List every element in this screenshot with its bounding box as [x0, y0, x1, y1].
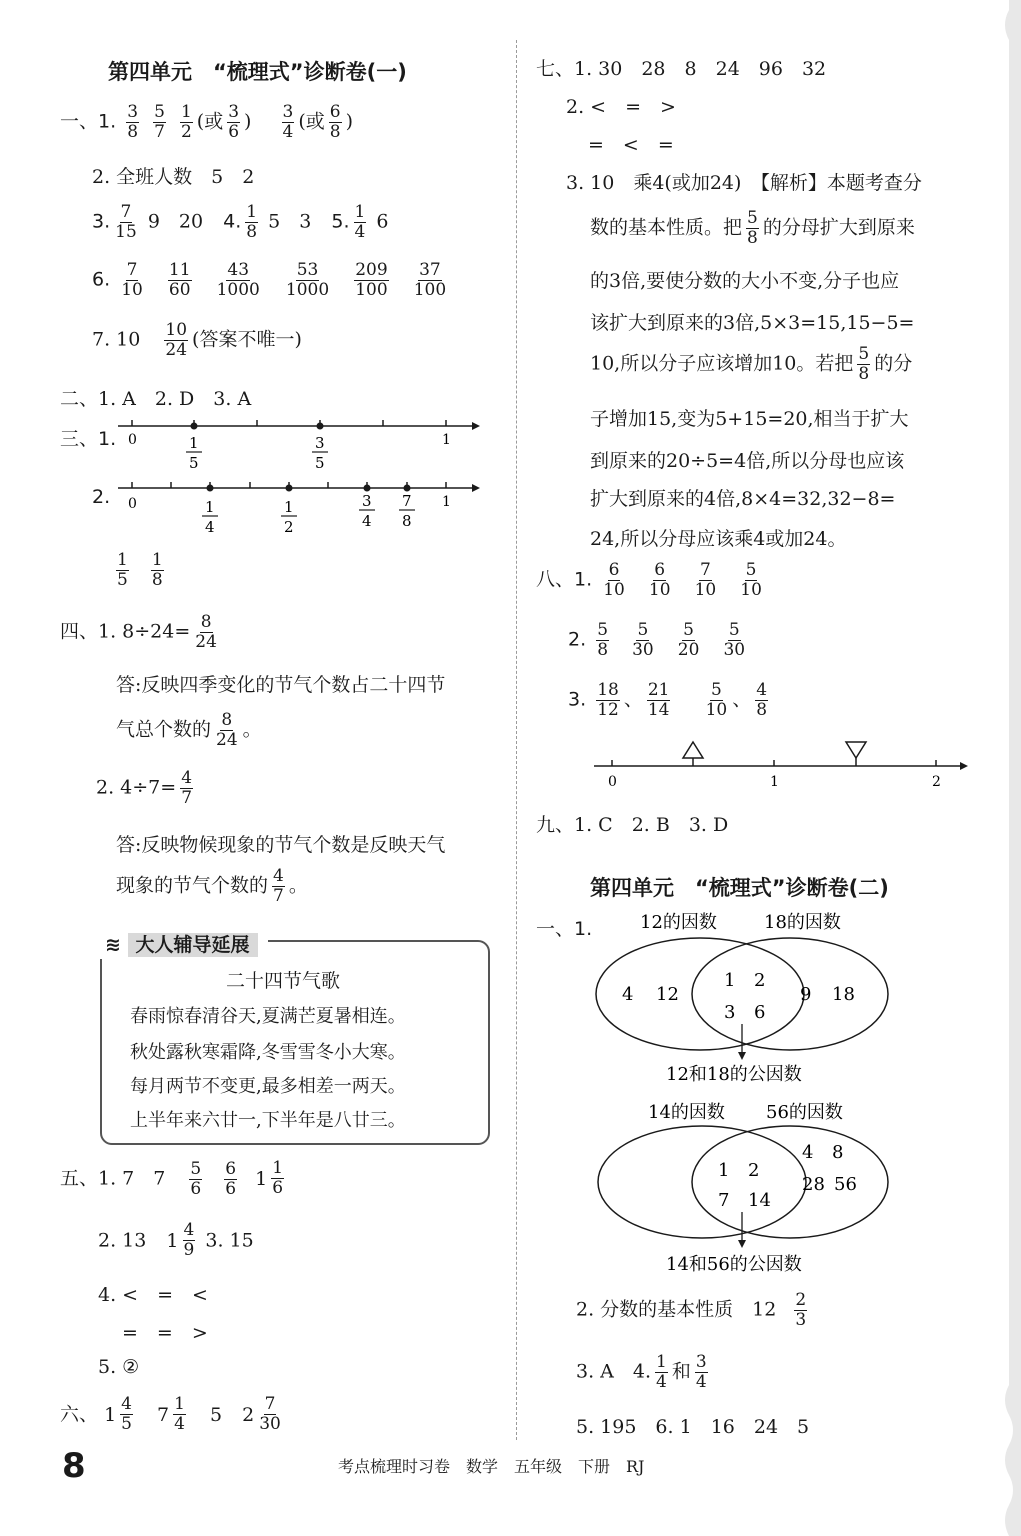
- svg-text:1: 1: [718, 1160, 730, 1181]
- answer-s7-3-line: 10,所以分子应该增加10。若把 $\frac{5}{8}$ 的分: [590, 344, 913, 384]
- poem-title: 二十四节气歌: [226, 970, 341, 992]
- answer-s7-1: 七、1. 30 28 8 24 96 32: [536, 58, 827, 80]
- svg-text:3: 3: [315, 434, 325, 452]
- answer-s5-1: 五、1. 7 7 $\frac{5}{6}$ $\frac{6}{6}$ 1 $\frac{1}{6}$: [60, 1158, 284, 1199]
- point-marker: [364, 485, 371, 492]
- svg-text:14和56的公因数: 14和56的公因数: [666, 1254, 802, 1275]
- svg-text:2: 2: [754, 970, 766, 991]
- answer-sA-3-4: 3. A 4. $\frac{1}{4}$ 和 $\frac{3}{4}$: [576, 1352, 707, 1392]
- page-edge-decoration: [999, 0, 1021, 1536]
- svg-text:1: 1: [724, 970, 736, 991]
- answer-s9: 九、1. C 2. B 3. D: [536, 814, 729, 836]
- answer-s5-4b: = = >: [122, 1322, 208, 1344]
- svg-text:28: 28: [802, 1174, 825, 1195]
- point-marker: [191, 423, 198, 430]
- svg-text:12和18的公因数: 12和18的公因数: [666, 1064, 802, 1085]
- svg-text:1: 1: [205, 498, 215, 516]
- svg-text:3: 3: [362, 492, 372, 510]
- svg-text:56的因数: 56的因数: [766, 1102, 843, 1123]
- svg-text:9: 9: [800, 984, 812, 1005]
- svg-text:0: 0: [128, 432, 137, 448]
- svg-text:4: 4: [205, 518, 215, 536]
- answer-s7-3-line: 24,所以分母应该乘4或加24。: [590, 528, 847, 550]
- answer-s7-3-head: 3. 10 乘4(或加24) 【解析】本题考查分: [566, 172, 922, 194]
- svg-text:18: 18: [832, 984, 855, 1005]
- point-marker: [404, 485, 411, 492]
- number-line-1: [110, 414, 480, 478]
- answer-s7-3-line: 扩大到原来的4倍,8×4=32,32−8=: [590, 488, 896, 510]
- answer-s7-3-line: 的3倍,要使分数的大小不变,分子也应: [590, 270, 900, 292]
- answer-sA-2: 2. 分数的基本性质 12 $\frac{2}{3}$: [576, 1290, 807, 1330]
- svg-text:1: 1: [189, 434, 199, 452]
- answer-s4-1: 四、1. 8÷24= $\frac{8}{24}$: [60, 612, 217, 652]
- footer-text: 考点梳理时习卷 数学 五年级 下册 RJ: [338, 1457, 645, 1476]
- answer-s7-3-line: 数的基本性质。把 $\frac{5}{8}$ 的分母扩大到原来: [590, 208, 915, 248]
- section-title-2: 第四单元 “梳理式”诊断卷(二): [590, 876, 889, 900]
- answer-s4-1-text-a: 答:反映四季变化的节气个数占二十四节: [116, 674, 446, 696]
- page-number: 8: [62, 1446, 86, 1486]
- answer-s3-1-label: 三、1.: [60, 428, 117, 450]
- answer-s5-2: 2. 13 1 $\frac{4}{9}$ 3. 15: [98, 1220, 254, 1260]
- svg-text:0: 0: [128, 496, 137, 512]
- svg-text:18的因数: 18的因数: [764, 912, 841, 933]
- svg-text:12: 12: [656, 984, 679, 1005]
- poem-line: 每月两节不变更,最多相差一两天。: [130, 1076, 406, 1097]
- answer-s8-2: 2. $\frac{5}{8}$ $\frac{5}{30}$ $\frac{5}{20}$ $\frac{5}{30}$: [568, 620, 746, 660]
- answer-s2: 二、1. A 2. D 3. A: [60, 388, 252, 410]
- answer-s1-7: 7. 10 $\frac{10}{24}$ (答案不唯一): [92, 320, 302, 360]
- answer-s5-5: 5. ②: [98, 1356, 140, 1378]
- answer-s5-4a: 4. < = <: [98, 1284, 208, 1306]
- svg-text:1: 1: [442, 494, 451, 510]
- svg-text:4: 4: [802, 1142, 814, 1163]
- fraction: $\frac{1}{2}$: [180, 102, 192, 142]
- svg-text:5: 5: [315, 454, 325, 472]
- answer-sA-5-6: 5. 195 6. 1 16 24 5: [576, 1416, 810, 1438]
- answer-s7-3-line: 该扩大到原来的3倍,5×3=15,15−5=: [590, 312, 915, 334]
- svg-text:3: 3: [724, 1002, 736, 1023]
- answer-s4-2: 2. 4÷7= $\frac{4}{7}$: [96, 768, 193, 808]
- svg-text:8: 8: [402, 512, 412, 530]
- svg-text:4: 4: [622, 984, 634, 1005]
- answer-s3-2-values: $\frac{1}{5}$ $\frac{1}{8}$: [117, 550, 163, 590]
- answer-s4-1-text-b: 气总个数的 $\frac{8}{24}$ 。: [116, 710, 262, 750]
- svg-text:7: 7: [718, 1190, 730, 1211]
- venn-diagram-1: [590, 906, 900, 1092]
- answer-s1-1: 一、1. $\frac{3}{8}$ $\frac{5}{7}$ $\frac{1}{2}$ (或 $\frac{3}{6}$ ) $\frac{3}{4}$ (或 $\frac{6}{8}$ ): [60, 102, 354, 142]
- svg-text:56: 56: [834, 1174, 857, 1195]
- answer-s7-3-line: 子增加15,变为5+15=20,相当于扩大: [590, 408, 909, 430]
- answer-s3-2-label: 2.: [92, 486, 111, 508]
- number-line-3: [590, 738, 970, 794]
- answer-s4-2-text-b: 现象的节气个数的 $\frac{4}{7}$ 。: [116, 866, 308, 906]
- svg-text:2: 2: [748, 1160, 760, 1181]
- svg-text:1: 1: [284, 498, 294, 516]
- svg-text:7: 7: [402, 492, 412, 510]
- number-line-2: [110, 476, 480, 542]
- svg-text:14: 14: [748, 1190, 771, 1211]
- svg-text:14的因数: 14的因数: [648, 1102, 725, 1123]
- svg-text:1: 1: [442, 432, 451, 448]
- svg-text:2: 2: [932, 774, 941, 790]
- answer-s1-6: 6. $\frac{7}{10}$ $\frac{11}{60}$ $\frac{43}{1000}$ $\frac{53}{1000}$ $\frac{209}{100}$ $\frac{37}{100}$: [92, 260, 447, 300]
- extension-box-tab: ≋ 大人辅导延展: [95, 928, 268, 959]
- svg-text:6: 6: [754, 1002, 766, 1023]
- section-title-1: 第四单元 “梳理式”诊断卷(一): [108, 60, 407, 84]
- triangle-up-marker: [683, 742, 703, 758]
- fraction: $\frac{3}{8}$: [127, 102, 139, 142]
- poem-line: 上半年来六廿一,下半年是八廿三。: [130, 1110, 406, 1131]
- svg-text:2: 2: [284, 518, 294, 536]
- answer-s8-1: 八、1. $\frac{6}{10}$ $\frac{6}{10}$ $\frac{7}{10}$ $\frac{5}{10}$: [536, 560, 762, 600]
- svg-text:5: 5: [189, 454, 199, 472]
- triangle-down-marker: [846, 742, 866, 758]
- venn-diagram-2: [590, 1096, 900, 1282]
- svg-text:0: 0: [608, 774, 617, 790]
- svg-text:1: 1: [770, 774, 779, 790]
- answer-s6: 六、 1 $\frac{4}{5}$ 7 $\frac{1}{4}$ 5 2 $\frac{7}{30}$: [60, 1394, 281, 1434]
- answer-s1-3-5: 3. $\frac{7}{15}$ 9 20 4. $\frac{1}{8}$ 5 3 5. $\frac{1}{4}$ 6: [92, 202, 389, 242]
- answer-s7-3-line: 到原来的20÷5=4倍,所以分母也应该: [590, 450, 905, 472]
- answer-s7-2a: 2. < = >: [566, 96, 676, 118]
- answer-s1-2: 2. 全班人数 5 2: [92, 166, 255, 188]
- column-divider: [516, 40, 517, 1440]
- point-marker: [286, 485, 293, 492]
- fraction: $\frac{3}{4}$: [282, 102, 294, 142]
- svg-text:4: 4: [362, 512, 372, 530]
- svg-text:12的因数: 12的因数: [640, 912, 717, 933]
- point-marker: [207, 485, 214, 492]
- answer-s4-2-text-a: 答:反映物候现象的节气个数是反映天气: [116, 834, 446, 856]
- poem-line: 秋处露秋寒霜降,冬雪雪冬小大寒。: [130, 1042, 406, 1063]
- answer-sA-1-label: 一、1.: [536, 918, 593, 940]
- fraction: $\frac{5}{7}$: [154, 102, 165, 142]
- point-marker: [317, 423, 324, 430]
- answer-s7-2b: = < =: [588, 134, 674, 156]
- svg-text:8: 8: [832, 1142, 844, 1163]
- poem-line: 春雨惊春清谷天,夏满芒夏暑相连。: [130, 1006, 406, 1027]
- answer-s8-3: 3. $\frac{18}{12}$ 、 $\frac{21}{14}$ $\frac{5}{10}$ 、 $\frac{4}{8}$: [568, 680, 768, 720]
